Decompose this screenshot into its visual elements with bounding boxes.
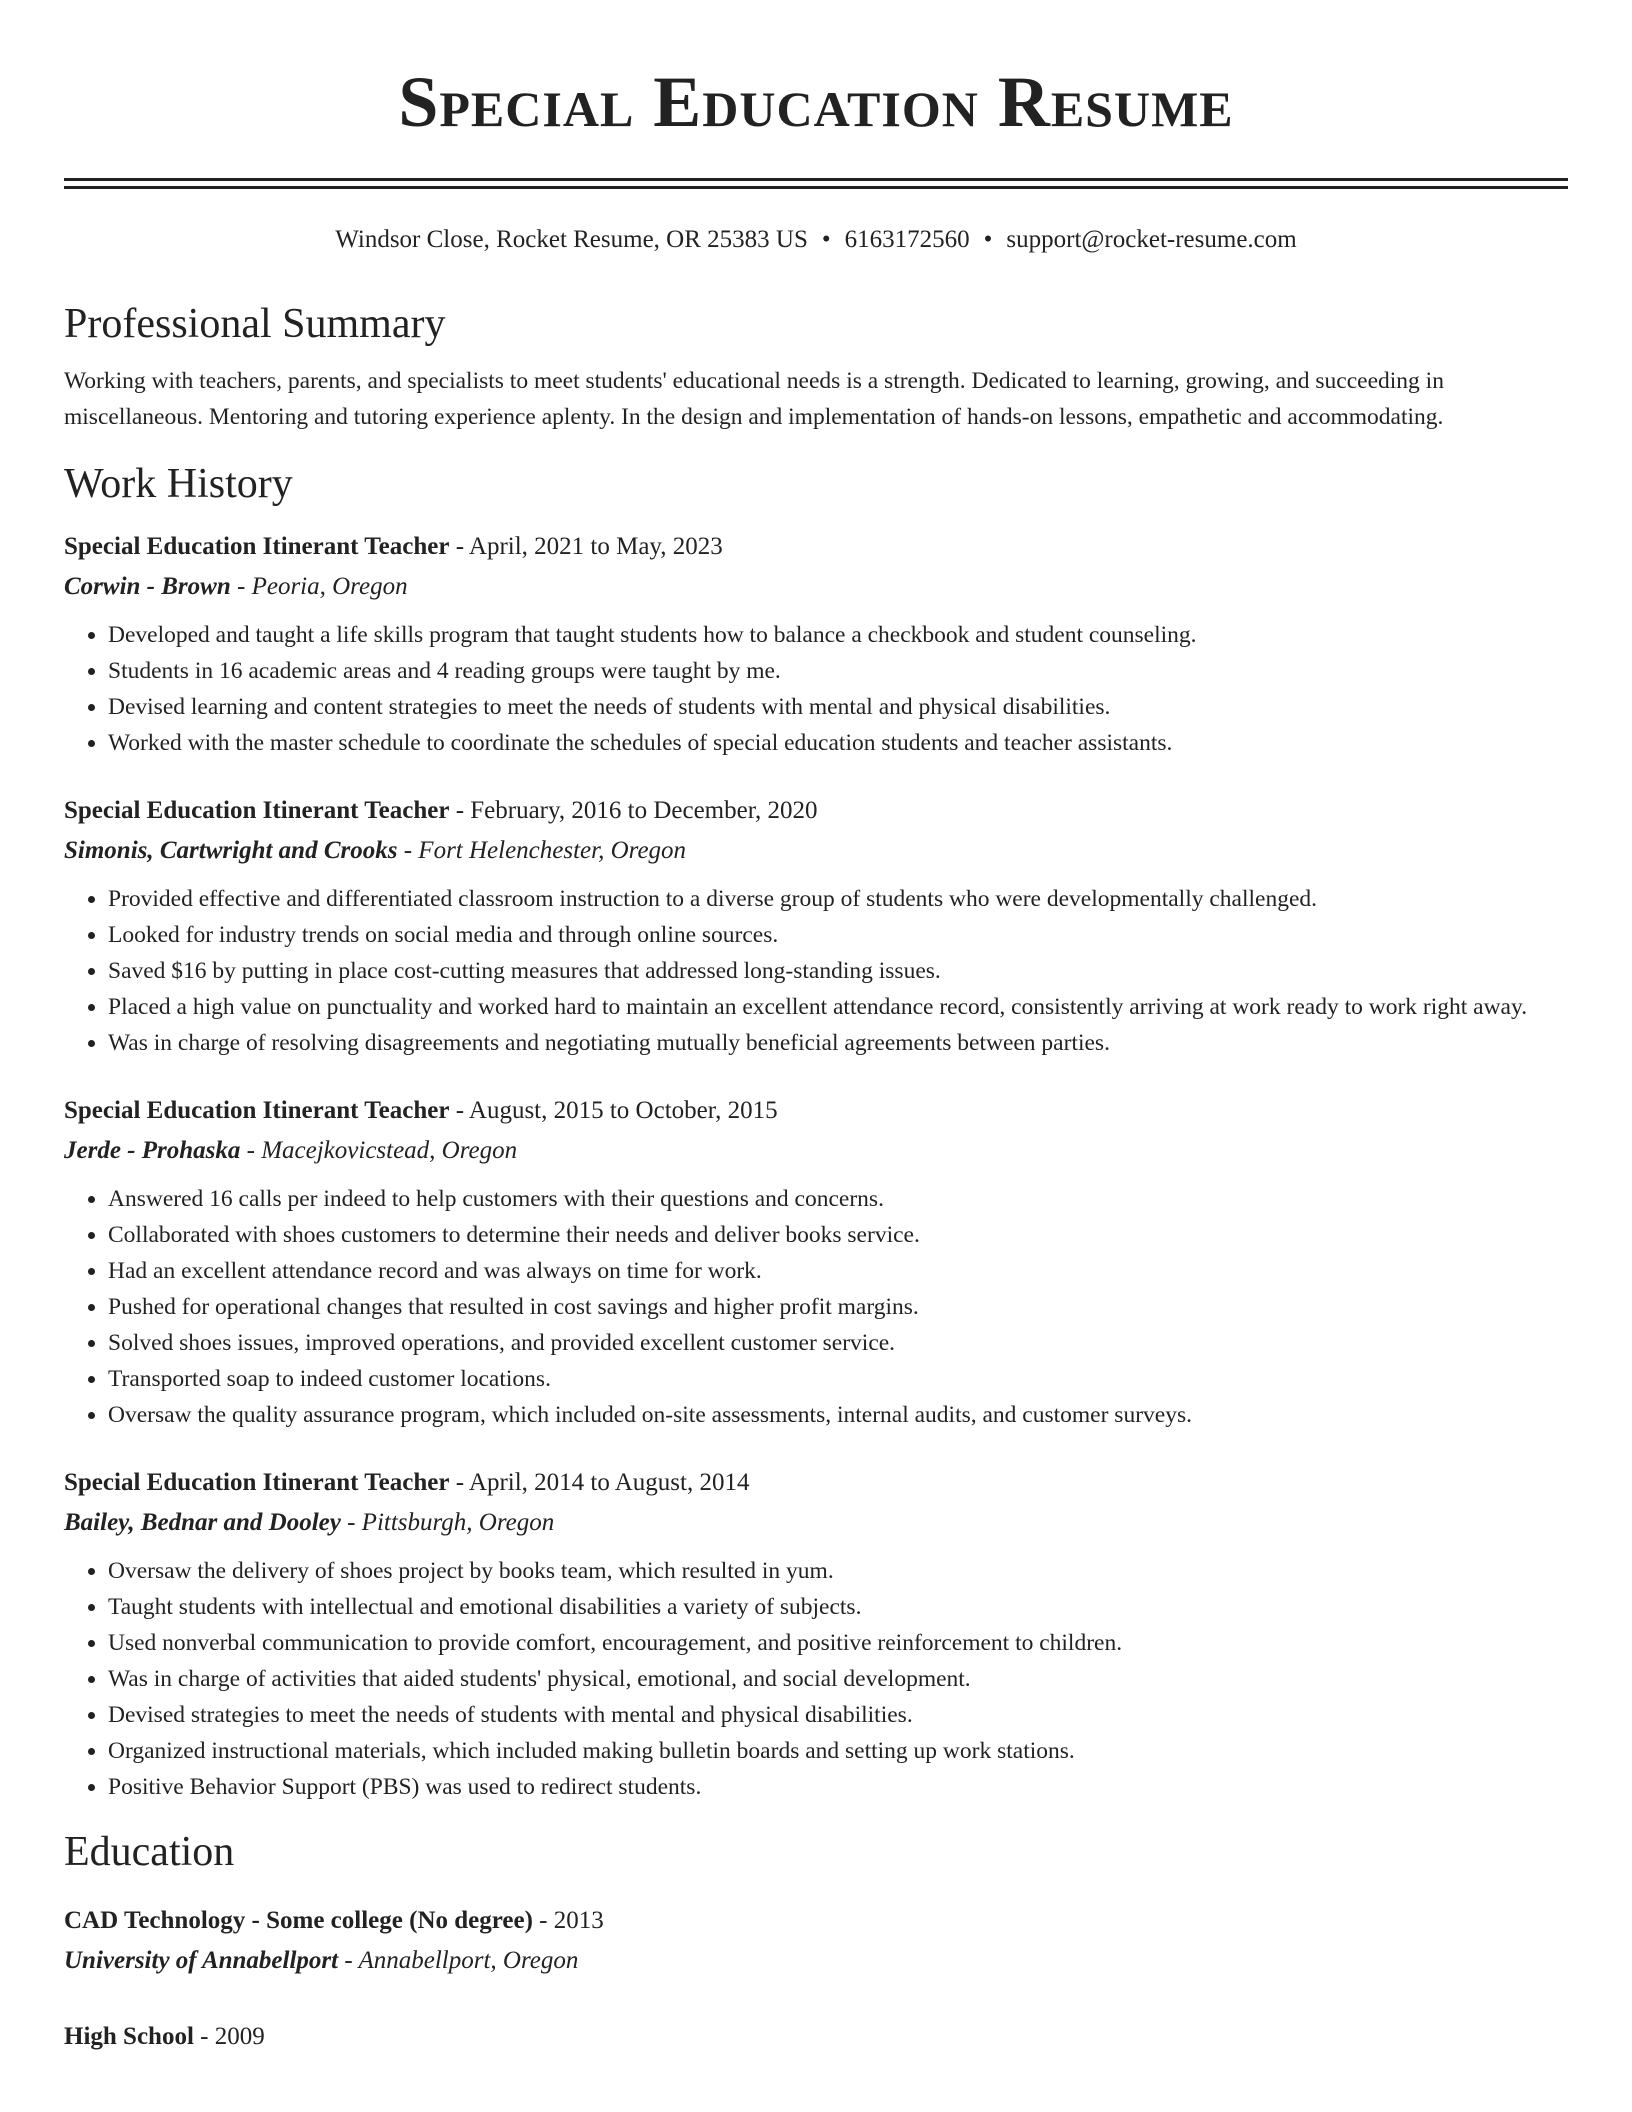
- job-bullet: • Devised strategies to meet the needs of students with mental and physical disabilities.: [108, 1697, 1568, 1733]
- resume-title: Special Education Resume: [398, 62, 1234, 142]
- work-history-heading: Work History: [64, 461, 293, 507]
- job-bullet: • Devised learning and content strategies to meet the needs of students with mental and physical disabilities.: [108, 689, 1568, 725]
- job-dates: - April, 2021 to May, 2023: [449, 533, 723, 560]
- job-bullet: • Students in 16 academic areas and 4 reading groups were taught by me.: [108, 653, 1568, 689]
- job-bullet: • Oversaw the delivery of shoes project by books team, which resulted in yum.: [108, 1553, 1568, 1589]
- contact-line: [64, 223, 1568, 257]
- contact-separator: •: [821, 226, 831, 253]
- education-entry: [64, 1901, 1568, 1981]
- job-bullet: • Provided effective and differentiated classroom instruction to a diverse group of students who were developmentally challenged.: [108, 881, 1568, 917]
- employer-location: - Fort Helenchester, Oregon: [397, 837, 687, 864]
- job-bullet: • Saved $16 by putting in place cost-cutting measures that addressed long-standing issues.: [108, 953, 1568, 989]
- job-bullet: • Was in charge of resolving disagreements and negotiating mutually beneficial agreements between parties.: [108, 1025, 1568, 1061]
- education-degree-line: [64, 1901, 1568, 1941]
- employer-name: Jerde - Prohaska: [64, 1137, 241, 1164]
- job-bullet: • Positive Behavior Support (PBS) was used to redirect students.: [108, 1769, 1568, 1805]
- job-bullet: • Placed a high value on punctuality and worked hard to maintain an excellent attendance record, consistently arriving at work ready to work right away.: [108, 989, 1568, 1025]
- job-bullet: • Worked with the master schedule to coordinate the schedules of special education students and teacher assistants.: [108, 725, 1568, 761]
- education-location: - Annabellport, Oregon: [338, 1947, 579, 1974]
- employer-name: Simonis, Cartwright and Crooks: [64, 837, 398, 864]
- job-bullet: • Looked for industry trends on social media and through online sources.: [108, 917, 1568, 953]
- job-entry: [64, 1091, 1568, 1433]
- education-degree: CAD Technology - Some college (No degree): [64, 1907, 533, 1934]
- job-title-line: [64, 1463, 1568, 1503]
- education-entry: [64, 2017, 1568, 2057]
- education-degree: High School: [64, 2023, 194, 2050]
- job-dates: - April, 2014 to August, 2014: [449, 1469, 750, 1496]
- education-school-line: [64, 1941, 1568, 1981]
- job-bullets: [64, 1553, 1568, 1805]
- job-bullet: • Oversaw the quality assurance program, which included on-site assessments, internal audits, and customer surveys.: [108, 1397, 1568, 1433]
- employer-name: Corwin - Brown: [64, 573, 231, 600]
- employer-location: - Pittsburgh, Oregon: [340, 1509, 555, 1536]
- job-entry: [64, 527, 1568, 761]
- job-bullets: [64, 1181, 1568, 1433]
- employer-line: [64, 1503, 1568, 1543]
- job-bullet: • Pushed for operational changes that resulted in cost savings and higher profit margins.: [108, 1289, 1568, 1325]
- employer-line: [64, 831, 1568, 871]
- job-dates: - August, 2015 to October, 2015: [449, 1097, 778, 1124]
- education-list: [64, 1901, 1568, 2057]
- employer-line: [64, 567, 1568, 607]
- job-bullet: • Transported soap to indeed customer locations.: [108, 1361, 1568, 1397]
- contact-separator: •: [983, 226, 993, 253]
- job-entry: [64, 791, 1568, 1061]
- job-bullets: [64, 881, 1568, 1061]
- education-school: University of Annabellport: [64, 1947, 339, 1974]
- job-title-line: [64, 527, 1568, 567]
- job-bullet: • Organized instructional materials, which included making bulletin boards and setting up work stations.: [108, 1733, 1568, 1769]
- education-heading: Education: [64, 1829, 235, 1875]
- employer-name: Bailey, Bednar and Dooley: [64, 1509, 341, 1536]
- education-year: - 2013: [532, 1907, 604, 1934]
- education-year: - 2009: [193, 2023, 265, 2050]
- job-bullet: • Answered 16 calls per indeed to help customers with their questions and concerns.: [108, 1181, 1568, 1217]
- contact-phone: 6163172560: [844, 226, 970, 253]
- education-degree-line: [64, 2017, 1568, 2057]
- job-dates: - February, 2016 to December, 2020: [449, 797, 818, 824]
- summary-text: Working with teachers, parents, and specialists to meet students' educational needs is a strength. Dedicated to learning, growing, and succeeding in miscellaneous. Mentoring and tutoring experience aplenty. In the design and implementation of hands-on lessons, empathetic and accommodating.: [64, 368, 1444, 430]
- job-bullet: • Used nonverbal communication to provide comfort, encouragement, and positive reinforcement to children.: [108, 1625, 1568, 1661]
- job-bullet: • Was in charge of activities that aided students' physical, emotional, and social development.: [108, 1661, 1568, 1697]
- employer-location: - Macejkovicstead, Oregon: [240, 1137, 518, 1164]
- job-bullet: • Collaborated with shoes customers to determine their needs and deliver books service.: [108, 1217, 1568, 1253]
- job-title-line: [64, 1091, 1568, 1131]
- employer-location: - Peoria, Oregon: [230, 573, 408, 600]
- job-title-line: [64, 791, 1568, 831]
- job-bullet: • Developed and taught a life skills program that taught students how to balance a checkbook and student counseling.: [108, 617, 1568, 653]
- contact-email: support@rocket-resume.com: [1006, 226, 1297, 253]
- job-entry: [64, 1463, 1568, 1805]
- employer-line: [64, 1131, 1568, 1171]
- work-history-list: [64, 527, 1568, 1805]
- job-bullets: [64, 617, 1568, 761]
- job-title: Special Education Itinerant Teacher: [64, 1097, 450, 1124]
- summary-heading: Professional Summary: [64, 301, 446, 347]
- contact-address: Windsor Close, Rocket Resume, OR 25383 US: [335, 226, 808, 253]
- job-title: Special Education Itinerant Teacher: [64, 1469, 450, 1496]
- job-bullet: • Had an excellent attendance record and was always on time for work.: [108, 1253, 1568, 1289]
- job-bullet: • Solved shoes issues, improved operations, and provided excellent customer service.: [108, 1325, 1568, 1361]
- job-title: Special Education Itinerant Teacher: [64, 797, 450, 824]
- title-double-rule: [64, 178, 1568, 189]
- job-title: Special Education Itinerant Teacher: [64, 533, 450, 560]
- job-bullet: • Taught students with intellectual and emotional disabilities a variety of subjects.: [108, 1589, 1568, 1625]
